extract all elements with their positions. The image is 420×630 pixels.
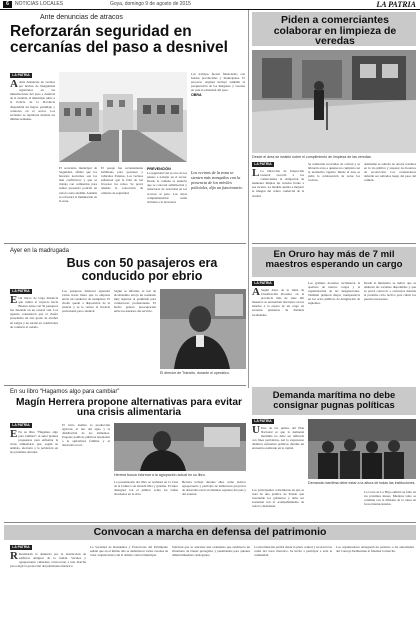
story5-caption: Herrera busca informar a la agrupación actual en su libro. [114,473,206,477]
story2-col3: Asimismo se solicitó no arrojar residuos en la vía pública y respetar los horarios de recolección. Los contenedores deberán ser retirados luego del paso del camión. [364,162,416,183]
story6-caption: Demanda marítima debe estar a la altura de todas las instituciones. [308,481,416,485]
divider [252,243,416,244]
author-photo [114,423,246,471]
section-label: NOTICIAS LOCALES [15,1,64,7]
story6-headline[interactable]: Demanda marítima no debe consignar pugnas políticas [272,389,396,410]
story7-col4: La movilización partirá desde la plaza central y recorrerá las calles del casco histórico. Se invitó a participar a toda la comunidad. [254,545,332,558]
story2-col2: Se realizarán recorridas de control y se labrarán actas a quienes no cumplan con la normativa vigente. Desde el área se pidió la colaboración de todos los vecinos. [308,162,360,183]
story6-col3: La Corte de La Haya emitirá su fallo en los próximos meses. Mientras tanto se continúa con la difusión de la causa en foros internacionales. [364,490,416,507]
story6-col1: U Uno de los puntos del Plan Nacional es que la demanda marítima no debe ser utilizada con fines partidarios. Así lo expresaron distintos referentes políticos durante un encuentro realizado en la capital. [252,426,304,451]
page-number: 6 [3,1,12,8]
story6-tag: LA PATRIA [252,419,274,424]
sidewalk-cleaning-photo [252,50,416,153]
masthead [0,0,420,10]
traffic-director-photo [160,289,246,369]
story3-col1: E Un micro de larga distancia que cubría el trayecto hacia Buenos Aires con 50 pasajeros fue detenido en un control vial. Los agentes constataron que el chofer presentaba un alto grado de alcohol en sangre y no estaba en condiciones de conducir el rodado. [10,296,58,329]
story4-tag: LA PATRIA [252,281,274,286]
story1-col1: A Ante denuncias de vecinos por hechos de inseguridad registrados en las inmediaciones del paso a desnivel de la avenida, el municipio junto a la Policía de la Provincia dispondrán un mayor patrullaje y controles en el sector. Los reclamos se repitieron durante las últimas semanas. [10,80,55,121]
story5-headline[interactable]: Magín Herrera propone alternativas para evitar una crisis alimentaria [16,397,242,419]
story7-col2: La Sociedad de Residentes y Protectores del Patrimonio señaló que en el último año se demolieron varias casonas de valor arquitectónico sin el debido control municipal. [90,545,168,558]
story7-col5: Los organizadores entregarán un petitorio a las autoridades del Concejo Deliberante al finalizar la marcha. [336,545,414,554]
story1-headline[interactable]: Reforzarán seguridad en cercanías del paso a desnivel [10,23,228,56]
story2-tag: LA PATRIA [252,162,274,167]
story5-kicker: En su libro “Hagamos algo para cambiar” [10,389,120,395]
story3-tag: LA PATRIA [10,289,32,294]
story1-col3: El pasaje fue recientemente habilitado para peatones y vehículos livianos. Los vecinos señalaron que la falta de luz favorece los robos. Se prevé además la colocación de cámaras de seguridad. [101,166,143,195]
story3-kicker: Ayer en la madrugada [10,248,69,254]
story1-tag: LA PATRIA [10,73,32,78]
story7-col1: R Realizarán la denuncia por la destrucción de edificios antiguos de la ciudad. Vecinos y agrupaciones culturales convocaron a una marcha para exigir la protección del patrimonio histórico. [10,552,86,569]
story1-col4: PREVENCIÓN La seguridad vial es otro de los puntos a trabajar en el sector. Desde la comuna se anunció que se colocará señalización y reductores de velocidad en los accesos al paso. Las obras complementarias serán licitadas a la brevedad. [147,167,187,204]
story4-col3: Desde el ministerio se indicó que se analizan las vacantes disponibles y que se prevé convocar a concursos durante el próximo ciclo lectivo para cubrir los puestos necesarios. [364,281,416,302]
story7-headline[interactable]: Convocan a marcha en defensa del patrimonio [93,526,327,538]
story1-col5: Los trabajos fueron financiados con fondos provinciales y municipales. El proyecto original incluye también la parquización de los márgenes y veredas en toda la extensión del paso. OBRA [191,72,245,98]
story5-tag: LA PATRIA [10,423,32,428]
story1-quote: Los vecinos de la zona se sienten más tranquilos con la presencia de los móviles policiales, dijo un funcionario. [191,170,243,190]
story6-col2: Los participantes coincidieron en que se trata de una política de Estado que trasciende los gobiernos y debe ser sostenida con el acompañamiento de toda la ciudadanía. [252,488,304,509]
story2-caption: Desde el área se insistió sobre el cumplimiento de limpieza de las veredas. [252,155,372,159]
story4-col2: Los gremios docentes reclamaron la apertura de nuevos cargos y la regularización de las designaciones. También pidieron mayor transparencia en los actos públicos de designación de suplentes. [308,281,360,306]
story3-col3: Según se informó, el test de alcoholemia arrojó un resultado muy superior al permitido para conductores profesionales. El hecho generó preocupación entre los usuarios del servicio. [114,289,156,314]
story5-col2: El texto analiza la producción agrícola, el uso del agua y la distribución de los alimentos. Propone políticas públicas orientadas a la agricultura familiar y al desarrollo local. [62,423,110,448]
story1-col2: El secretario municipal de Seguridad, afirmó que los horarios nocturnos son los más conflictivos y que se trabaja con comisarías para sumar presencia policial en toda la zona aledaña. Además se reforzará la iluminación en la zona. [59,166,97,203]
maritime-event-photo [308,419,416,479]
story7-tag: LA PATRIA [10,545,32,550]
story4-col1: A Según datos de la Junta de Clasificación Docente, en la provincia más de siete mil maestros se encuentran inscriptos en los listados a la espera de un cargo en escuelas primarias de distintas localidades. [252,288,304,317]
story2-col1: L La Dirección de Inspección General recordó a los comerciantes la obligación de mantener limpias las veredas frente a sus locales. La medida apunta a mejorar la imagen del centro comercial de la ciudad. [252,169,304,198]
newspaper-logo: LA PATRIA [376,0,416,9]
story5-col4: Herrera trabajó durante años como técnico agropecuario y participó de numerosos proyectos de desarrollo rural en distintas regiones del país y del exterior. [182,480,246,497]
story5-col1: E En su libro “Hagamos algo para cambiar”, el autor plantea propuestas para enfrentar la crisis alimentaria que, según su análisis, afectaría a la población en las próximas décadas. [10,430,58,455]
street-photo [59,72,187,162]
story3-col2: Los pasajeros debieron aguardar varias horas hasta que la empresa envió un conductor de reemplazo. El chofer quedó a disposición de la justicia y se le retuvo la licencia profesional para conducir. [62,289,110,314]
date-line: Goya, domingo 9 de agosto de 2015 [110,1,191,7]
story3-headline[interactable]: Bus con 50 pasajeros era conducido por ebrio [66,256,218,283]
column-divider [248,10,249,388]
story4-headline[interactable]: En Oruro hay más de 7 mil maestros esperando un cargo [265,249,403,270]
story3-caption: El director de Tránsito, durante el operativo. [160,371,230,375]
story5-col3: La presentación del libro se realizará en la Casa de la Cultura con entrada libre y gratuita. El autor dialogará con el público sobre los temas abordados en la obra. [114,480,178,497]
story7-col3: Solicitan que se sancione una ordenanza que establezca un inventario de bienes protegidos y penalidades para quienes dañen inmuebles catalogados. [172,545,250,558]
divider [4,385,246,386]
divider [4,243,246,244]
story1-kicker: Ante denuncias de atracos [40,14,123,21]
divider [4,522,416,523]
story2-headline[interactable]: Piden a comerciantes colaborar en limpieza de veredas [273,14,397,48]
